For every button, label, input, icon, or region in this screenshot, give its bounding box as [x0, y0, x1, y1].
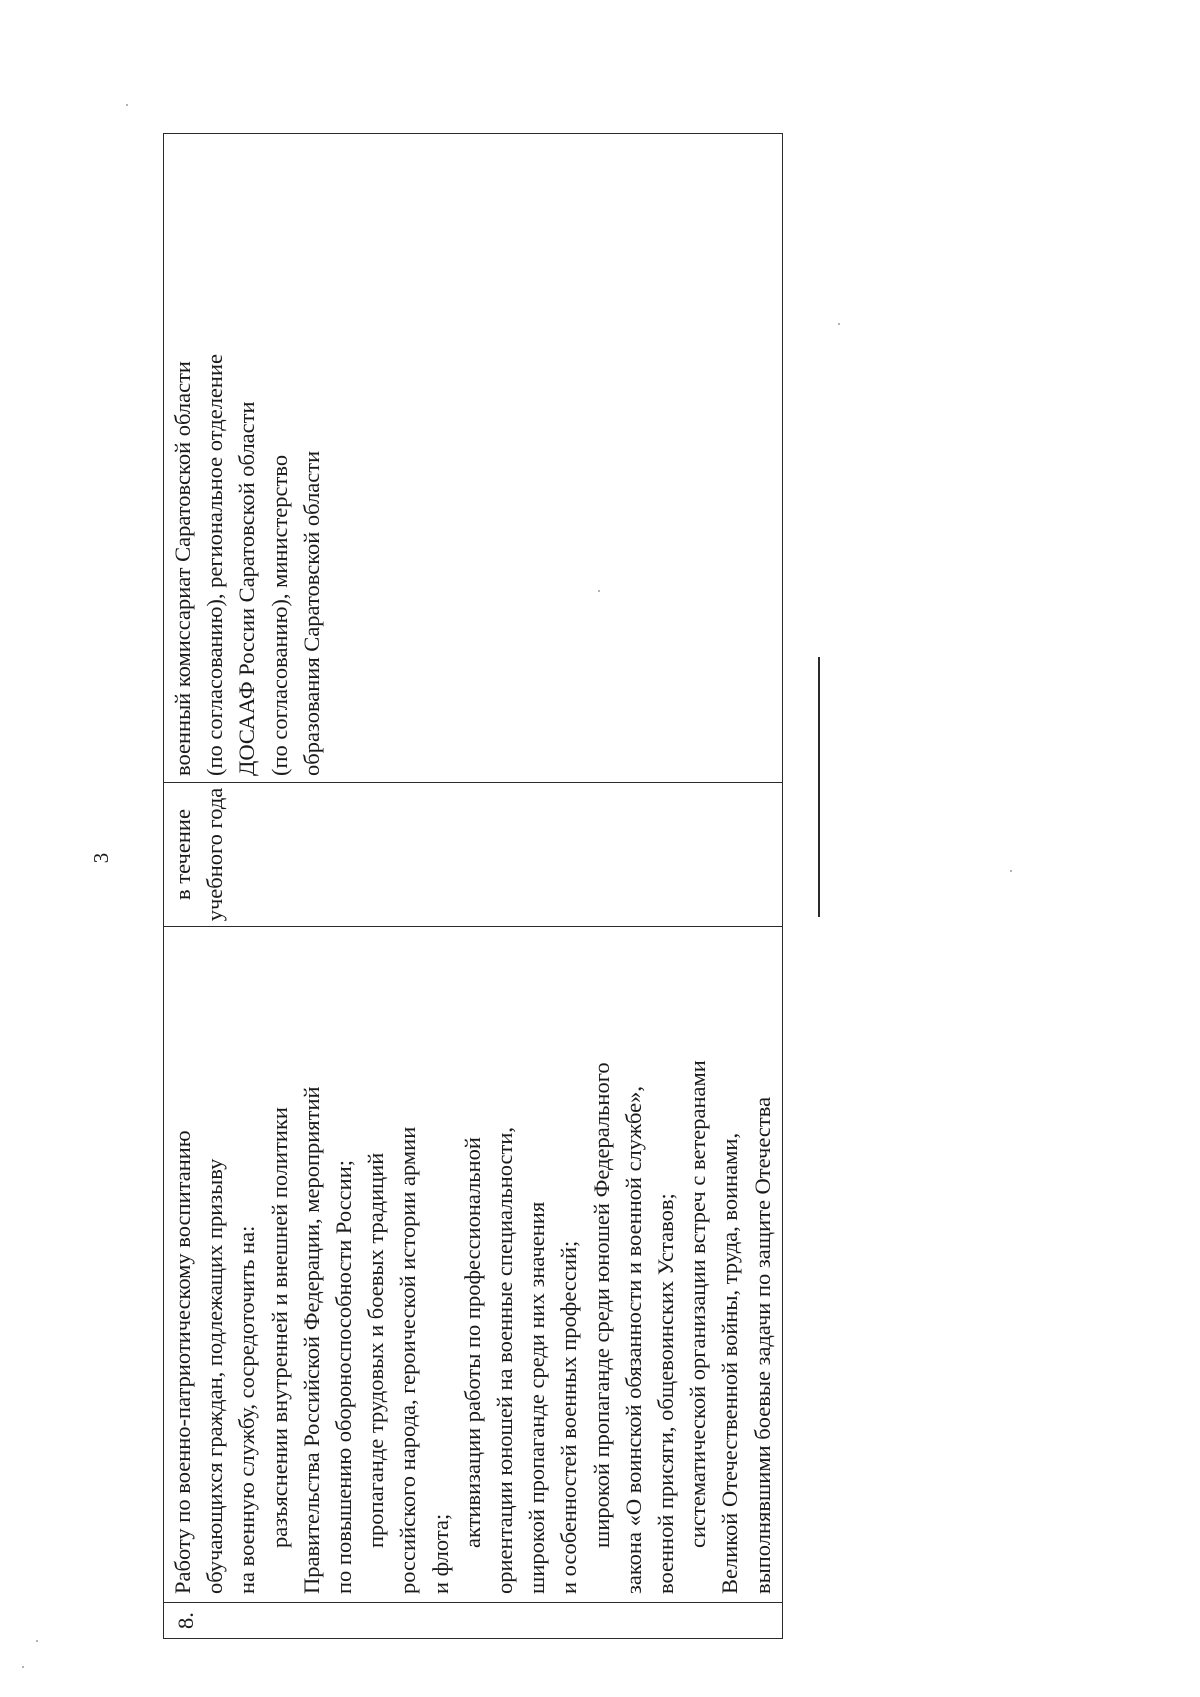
activity-line: Великой Отечественной войны, труда, воинами,: [717, 1132, 743, 1594]
scan-speck: [22, 1666, 24, 1668]
activity-line: разъяснении внутренней и внешней политики: [266, 1107, 292, 1548]
activity-line: Правительства Российской Федерации, мероприятий: [298, 1086, 324, 1594]
activities-table: [163, 133, 783, 1639]
scan-speck: [1010, 870, 1012, 872]
responsible-line: ДОСААФ России Саратовской области: [234, 401, 260, 776]
period-line: в течение: [170, 809, 195, 900]
activity-line: пропаганде трудовых и боевых традиций: [363, 1152, 389, 1548]
activity-line: широкой пропаганде среди юношей Федерального: [588, 1062, 614, 1548]
responsible-line: (по согласованию), министерство: [266, 454, 292, 776]
activity-line: выполнявшими боевые задачи по защите Отечества: [749, 1096, 775, 1594]
separator-line: [818, 657, 820, 917]
scan-speck: [598, 590, 600, 592]
table-wrapper: [170, 134, 1111, 1639]
activity-line: Работу по военно-патриотическому воспитанию: [170, 1130, 195, 1594]
activity-line: обучающихся граждан, подлежащих призыву: [202, 1158, 228, 1594]
activity-line: военной присяги, общевоинских Уставов;: [653, 1193, 679, 1594]
responsible-cell: [164, 134, 783, 783]
activity-line: и особенностей военных профессий;: [556, 1240, 582, 1594]
table-row: [164, 134, 783, 1639]
activity-line: ориентации юношей на военные специальности,: [492, 1126, 518, 1594]
responsible-line: военный комиссариат Саратовской области: [170, 361, 195, 776]
row-number-cell: [164, 1603, 783, 1639]
responsible-line: (по согласованию), региональное отделение: [202, 354, 228, 776]
scan-speck: [126, 104, 128, 106]
responsible-line: образования Саратовской области: [298, 450, 324, 776]
activity-line: активизации работы по профессиональной: [459, 1137, 485, 1548]
activity-line: и флота;: [427, 1513, 453, 1594]
scan-speck: [36, 1640, 38, 1642]
activity-line: закона «О воинской обязанности и военной службе»,: [620, 1086, 646, 1594]
period-cell: [164, 783, 783, 927]
activity-line: систематической организации встреч с ветеранами: [685, 1060, 711, 1548]
activity-line: на военную службу, сосредоточить на:: [234, 1225, 260, 1594]
page-number: 3: [89, 852, 113, 864]
row-number: 8.: [173, 1612, 198, 1629]
activity-cell: [164, 927, 783, 1603]
activity-line: широкой пропаганде среди них значения: [524, 1201, 550, 1594]
activity-line: по повышению обороноспособности России;: [331, 1159, 357, 1594]
activity-line: российского народа, героической истории армии: [395, 1126, 421, 1594]
scan-speck: [838, 323, 840, 325]
period-line: учебного года: [202, 787, 228, 922]
